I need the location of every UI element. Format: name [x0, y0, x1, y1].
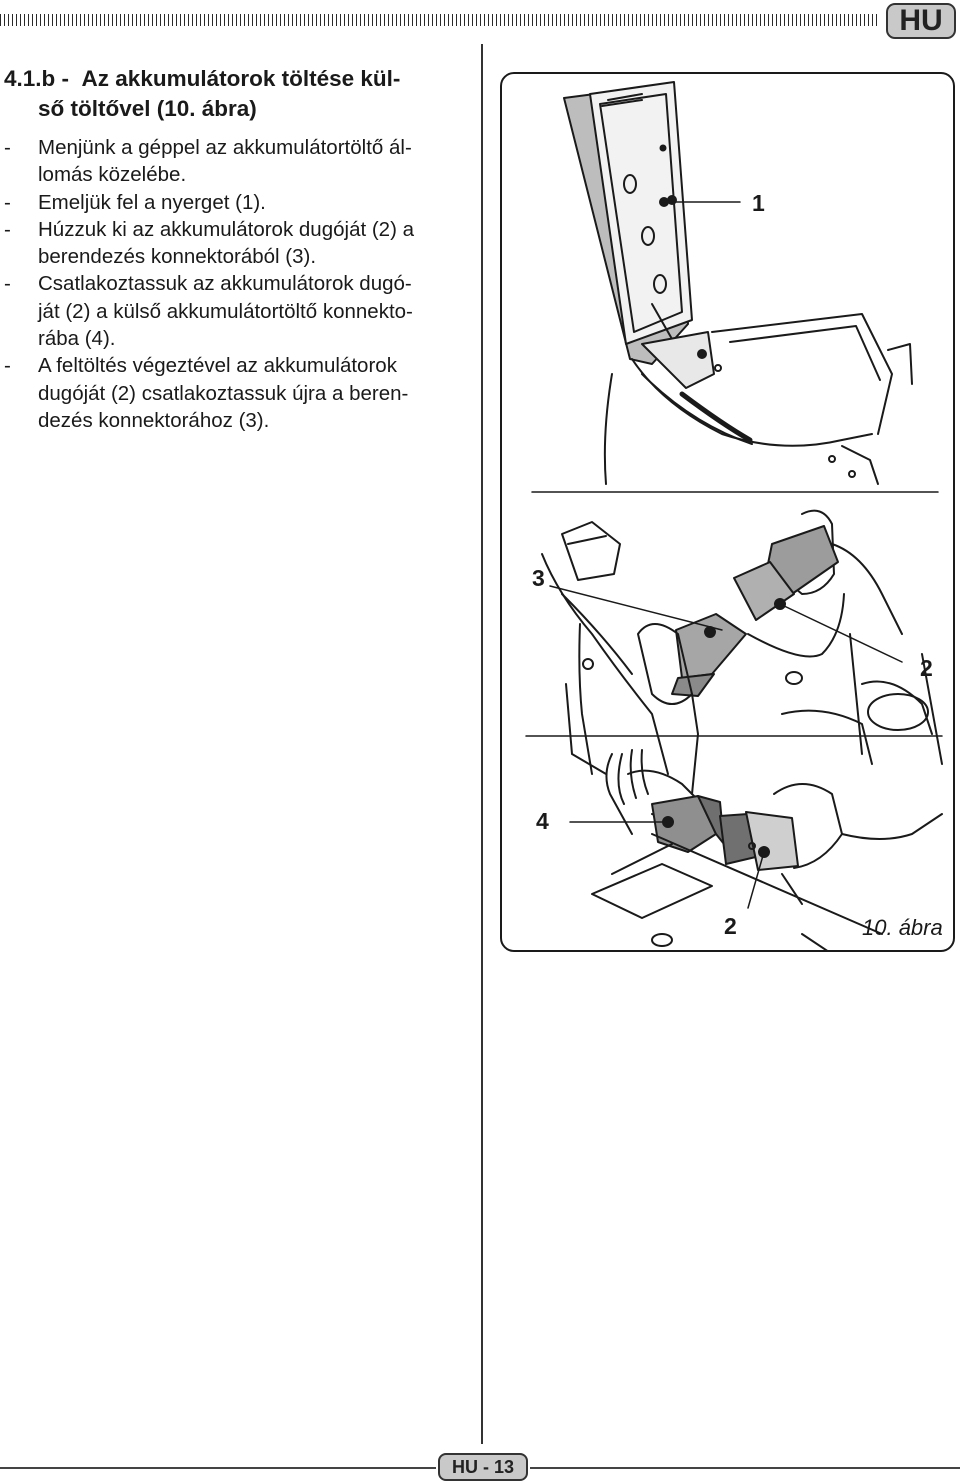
step-dash: -: [4, 190, 11, 214]
step-dash: -: [4, 272, 11, 296]
callout-1-label: 1: [752, 190, 765, 216]
callout-4-label: 4: [536, 808, 549, 834]
step-text-line: dezés konnektorához (3).: [38, 408, 270, 432]
step-item: [4, 270, 466, 352]
step-dash: -: [4, 354, 11, 378]
step-dash: -: [4, 136, 11, 159]
step-item: [4, 352, 466, 434]
language-badge: HU: [886, 3, 956, 39]
section-title-line2: ső töltővel (10. ábra): [38, 96, 257, 121]
step-text-line: ját (2) a külső akkumulátortöltő konnekto-: [38, 299, 413, 323]
step-dash: -: [4, 217, 11, 241]
footer-line-right: [530, 1467, 960, 1469]
steps-list: [4, 134, 466, 434]
step-text-line: Menjünk a géppel az akkumulátortöltő ál-: [38, 136, 412, 159]
step-item: [4, 189, 466, 216]
step-text-line: A feltöltés végeztével az akkumulátorok: [38, 354, 397, 378]
step-text-line: Emeljük fel a nyerget (1).: [38, 190, 266, 214]
step-text-line: berendezés konnektorából (3).: [38, 245, 317, 269]
callout-2-top-label: 2: [920, 655, 933, 681]
footer-line-left: [0, 1467, 436, 1469]
section-title-line1: Az akkumulátorok töltése kül-: [81, 66, 401, 91]
seat-raised-drawing: [564, 82, 912, 484]
column-divider: [481, 44, 483, 1444]
figure-10-illustration: [502, 74, 955, 952]
section-number: 4.1.b -: [4, 66, 70, 91]
step-text-line: Csatlakoztassuk az akkumulátorok dugó-: [38, 272, 412, 296]
page-number-badge: HU - 13: [438, 1453, 528, 1481]
step-text-line: dugóját (2) csatlakoztassuk újra a beren-: [38, 381, 409, 405]
figure-10-frame: [500, 72, 955, 952]
step-text-line: Húzzuk ki az akkumulátorok dugóját (2) a: [38, 217, 415, 241]
step-item: [4, 134, 466, 189]
figure-caption: 10. ábra: [862, 915, 943, 940]
step-item: [4, 216, 466, 271]
step-text-line: lomás közelébe.: [38, 163, 187, 187]
section-title: [4, 64, 466, 124]
step-text-line: rába (4).: [38, 327, 116, 351]
callout-2-bottom-label: 2: [724, 913, 737, 939]
instructions-column: [4, 64, 466, 434]
header-hatch-strip: [0, 14, 880, 26]
callout-3-label: 3: [532, 565, 545, 591]
